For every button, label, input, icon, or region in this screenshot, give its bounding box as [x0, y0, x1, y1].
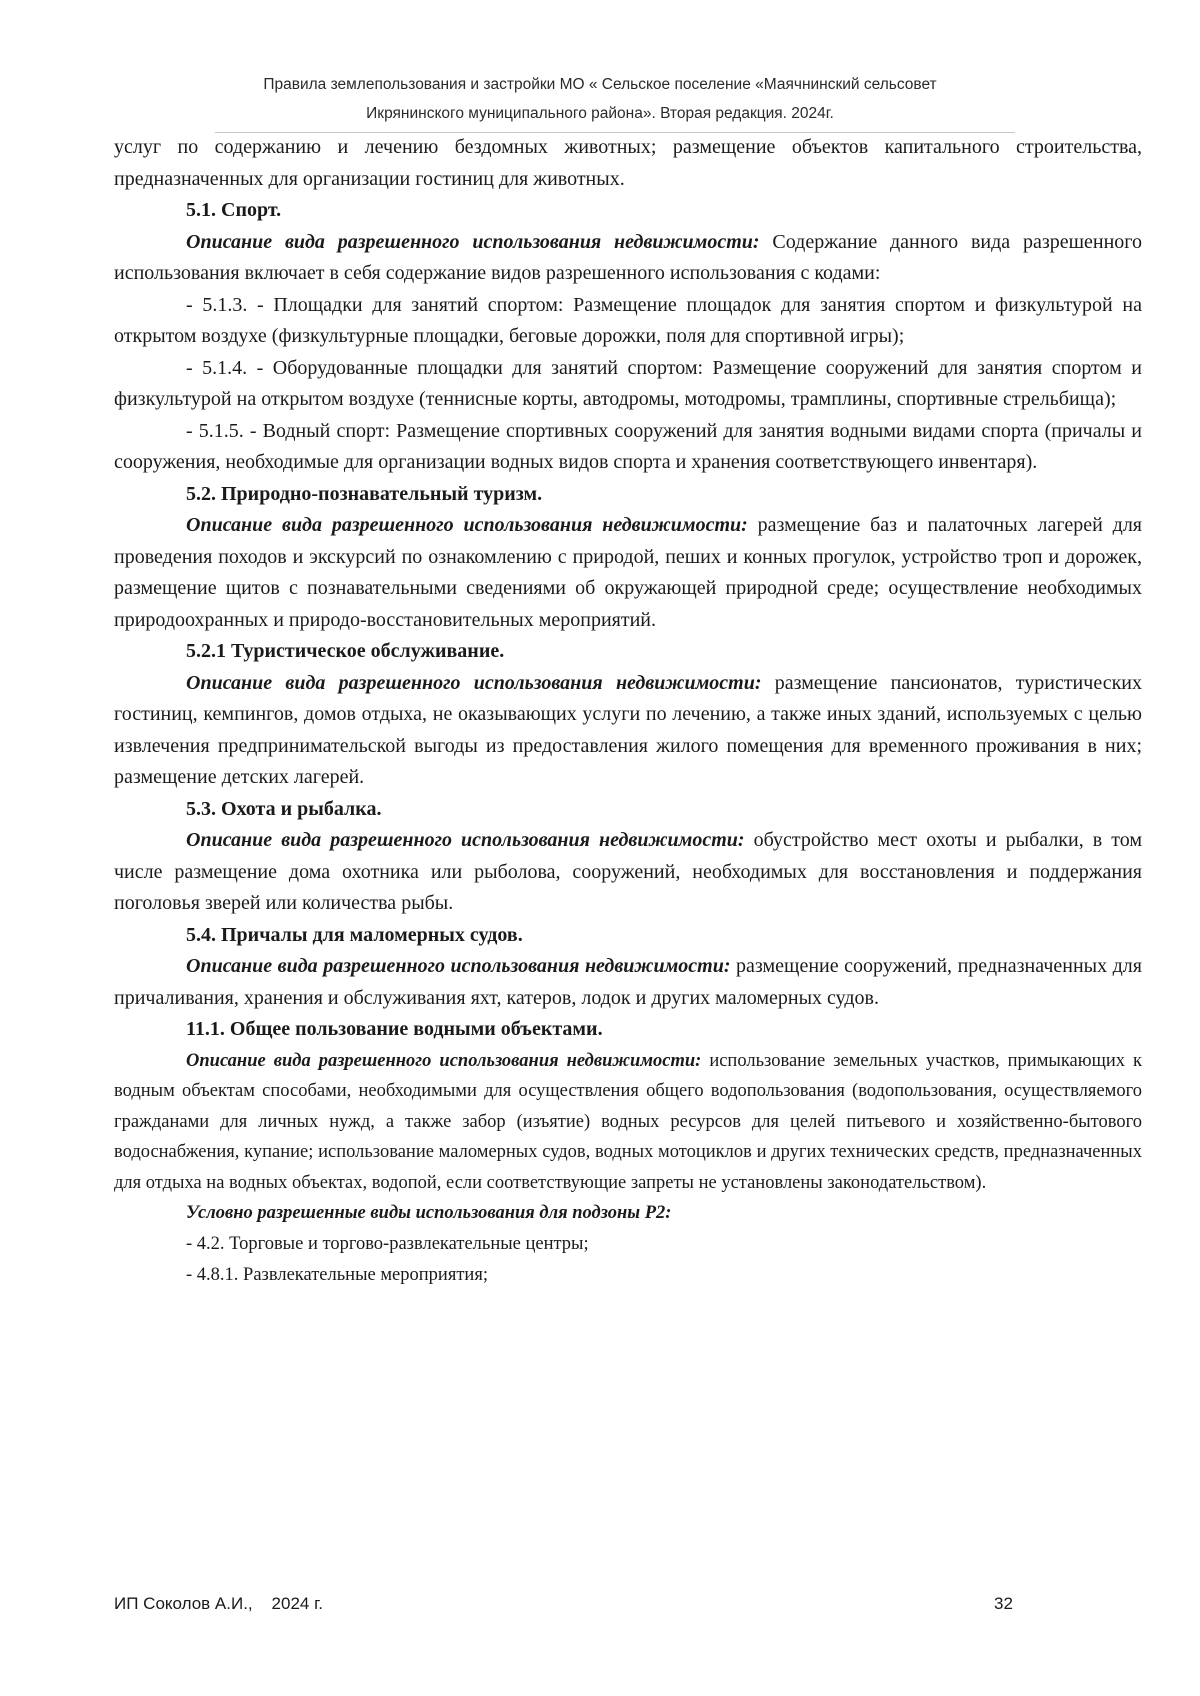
- description-label: Описание вида разрешенного использования недвижимости:: [186, 1050, 702, 1071]
- description-text: использование земельных участков, примыкающих к водным объектам способами, необходимыми для осуществления общего водопользования (водопользования, осуществляемого гражданами для личных нужд, а также забор (изъятие) водных ресурсов для целей питьевого и хозяйственно-бытового водоснабжения, купание; использование маломерных судов, водных мотоциклов и других технических средств, предназначенных для отдыха на водных объектах, водопой, если соответствующие запреты не установлены законодательством).: [114, 1050, 1142, 1193]
- description-label: Описание вида разрешенного использования недвижимости:: [186, 230, 760, 253]
- header-line-2: Икрянинского муниципального района». Вторая редакция. 2024г.: [366, 105, 834, 122]
- section-description-5-1: [114, 227, 1142, 290]
- description-label: Описание вида разрешенного использования недвижимости:: [186, 829, 745, 851]
- section-heading-5-1: 5.1. Спорт.: [186, 199, 282, 221]
- section-heading-5-4: 5.4. Причалы для маломерных судов.: [186, 923, 523, 946]
- list-item: - 5.1.3. - Площадки для занятий спортом: Размещение площадок для занятия спортом и физкультурой на открытом воздухе (физкультурные площадки, беговые дорожки, поля для спортивной игры);: [114, 293, 1142, 347]
- intro-paragraph: услуг по содержанию и лечению бездомных животных; размещение объектов капитального строительства, предназначенных для организации гостиниц для животных.: [114, 136, 1142, 190]
- list-item: - 5.1.4. - Оборудованные площадки для занятий спортом: Размещение сооружений для занятия спортом и физкультурой на открытом воздухе (теннисные корты, автодромы, мотодромы, трамплины, спортивные стрельбища);: [114, 356, 1142, 410]
- footer-author: ИП Соколов А.И., 2024 г.: [114, 1594, 323, 1613]
- description-text: обустройство мест охоты и рыбалки, в том числе размещение дома охотника или рыболова, сооружений, необходимых для восстановления и поддержания поголовья зверей или количества рыбы.: [114, 829, 1142, 914]
- page-header: [180, 70, 1020, 128]
- conditional-uses-heading: Условно разрешенные виды использования для подзоны Р2:: [186, 1203, 672, 1224]
- description-text: Содержание данного вида разрешенного использования включает в себя содержание видов разрешенного использования с кодами:: [114, 230, 1142, 284]
- list-item: - 4.8.1. Развлекательные мероприятия;: [186, 1265, 488, 1286]
- section-heading-11-1: 11.1. Общее пользование водными объектами.: [186, 1018, 603, 1040]
- document-body: [114, 132, 1142, 1291]
- list-item: - 4.2. Торговые и торгово-развлекательные центры;: [186, 1234, 589, 1255]
- section-heading-5-2: 5.2. Природно-познавательный туризм.: [186, 482, 543, 505]
- description-text: размещение баз и палаточных лагерей для проведения походов и экскурсий по ознакомлению с природой, пеших и конных прогулок, устройство троп и дорожек, размещение щитов с познавательными сведениями об окружающей природной среде; осуществление необходимых природоохранных и природо-восстановительных мероприятий.: [114, 514, 1143, 631]
- header-line-1: Правила землепользования и застройки МО « Сельское поселение «Маячнинский сельсовет: [263, 76, 937, 93]
- section-description-5-2-1: [114, 668, 1142, 794]
- description-label: Описание вида разрешенного использования недвижимости:: [186, 955, 731, 977]
- list-item: - 5.1.5. - Водный спорт: Размещение спортивных сооружений для занятия водными видами спорта (причалы и сооружения, необходимые для организации водных видов спорта и хранения соответствующего инвентаря).: [114, 419, 1142, 473]
- description-label: Описание вида разрешенного использования недвижимости:: [186, 514, 748, 536]
- description-text: размещение пансионатов, туристических гостиниц, кемпингов, домов отдыха, не оказывающих услуги по лечению, а также иных зданий, используемых с целью извлечения предпринимательской выгоды из предоставления жилого помещения для временного проживания в них; размещение детских лагерей.: [114, 671, 1142, 788]
- section-heading-5-3: 5.3. Охота и рыбалка.: [186, 797, 382, 820]
- description-label: Описание вида разрешенного использования недвижимости:: [186, 671, 762, 694]
- section-description-11-1: [114, 1046, 1142, 1199]
- section-heading-5-2-1: 5.2.1 Туристическое обслуживание.: [186, 640, 505, 662]
- section-description-5-2: [114, 510, 1142, 636]
- page-number: 32: [994, 1594, 1013, 1613]
- section-description-5-4: [114, 951, 1142, 1014]
- description-text: размещение сооружений, предназначенных для причаливания, хранения и обслуживания яхт, катеров, лодок и других маломерных судов.: [114, 955, 1142, 1009]
- section-description-5-3: [114, 825, 1142, 920]
